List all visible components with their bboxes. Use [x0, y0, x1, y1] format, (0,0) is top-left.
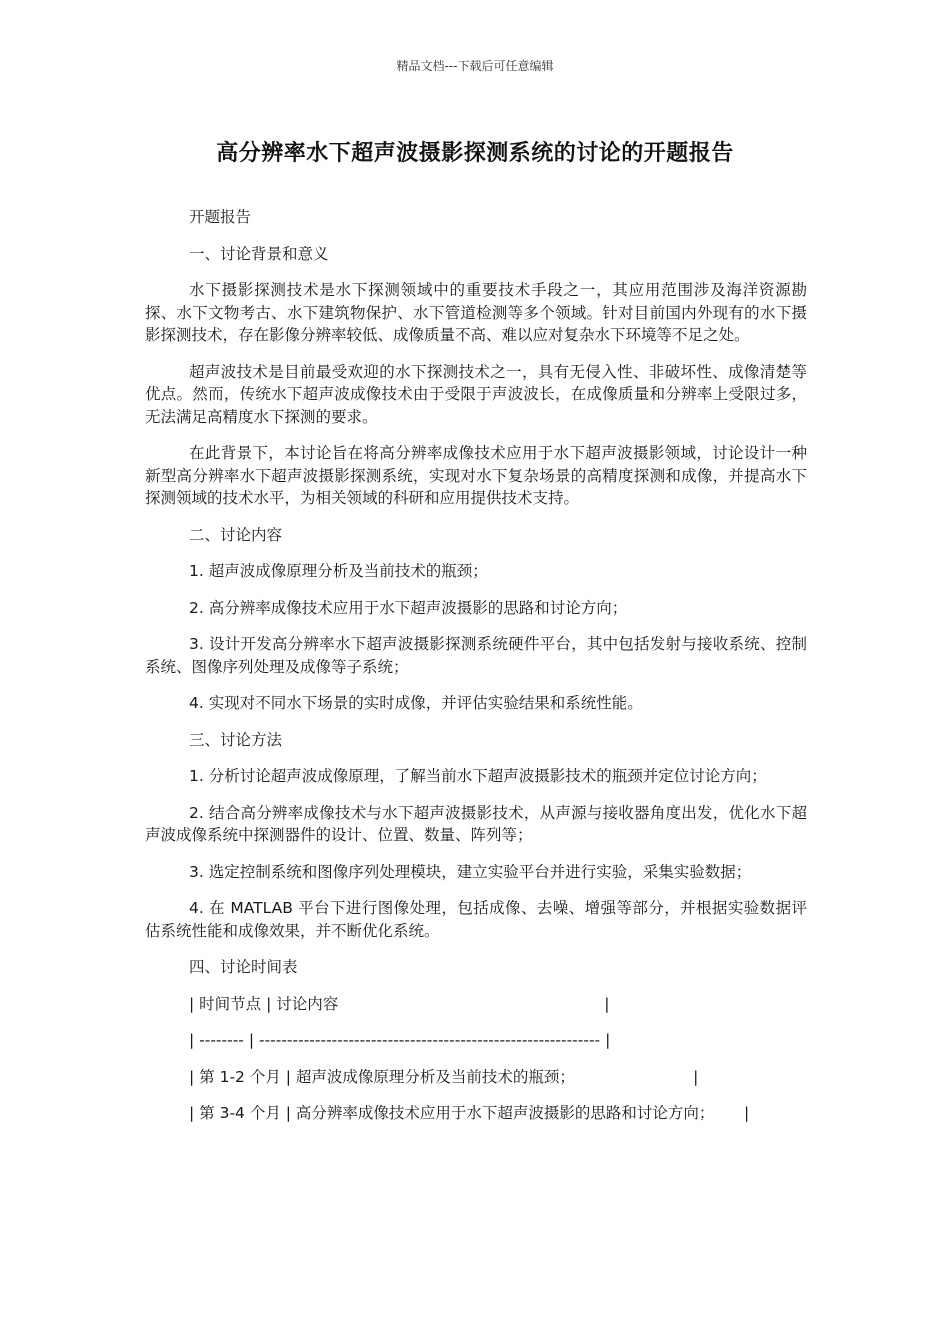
- section-3-item: 2. 结合高分辨率成像技术与水下超声波摄影技术，从声源与接收器角度出发，优化水下超声波成像系统中探测器件的设计、位置、数量、阵列等；: [145, 803, 807, 844]
- document-title: 高分辨率水下超声波摄影探测系统的讨论的开题报告: [216, 141, 734, 166]
- section-2-item: 4. 实现对不同水下场景的实时成像，并评估实验结果和系统性能。: [189, 694, 643, 712]
- section-1-heading: 一、讨论背景和意义: [189, 244, 329, 263]
- intro-label: 开题报告: [189, 208, 252, 226]
- page-header: 精品文档---下载后可任意编辑: [396, 59, 554, 73]
- section-3-item: 4. 在 MATLAB 平台下进行图像处理，包括成像、去噪、增强等部分，并根据实验数据评估系统性能和成像效果，并不断优化系统。: [145, 899, 807, 940]
- section-2-item: 1. 超声波成像原理分析及当前技术的瓶颈；: [189, 562, 488, 580]
- section-2-heading: 二、讨论内容: [189, 525, 283, 544]
- timetable-row: | -------- | ------------------------------------------------------------- |: [189, 1031, 611, 1049]
- section-2-item: 3. 设计开发高分辨率水下超声波摄影探测系统硬件平台，其中包括发射与接收系统、控制系统、图像序列处理及成像等子系统；: [145, 635, 807, 676]
- section-3-heading: 三、讨论方法: [189, 730, 283, 749]
- section-1-paragraph-1: 水下摄影探测技术是水下探测领域中的重要技术手段之一，其应用范围涉及海洋资源勘探、水下文物考古、水下建筑物保护、水下管道检测等多个领域。针对目前国内外现有的水下摄影探测技术，存在影像分辨率较低、成像质量不高、难以应对复杂水下环境等不足之处。: [145, 281, 807, 344]
- timetable-row: | 第 1-2 个月 | 超声波成像原理分析及当前技术的瓶颈； |: [189, 1067, 699, 1086]
- section-4-heading: 四、讨论时间表: [189, 958, 298, 976]
- section-3-item: 3. 选定控制系统和图像序列处理模块，建立实验平台并进行实验，采集实验数据；: [189, 862, 752, 881]
- section-2-item: 2. 高分辨率成像技术应用于水下超声波摄影的思路和讨论方向；: [189, 598, 628, 617]
- timetable-row: | 第 3-4 个月 | 高分辨率成像技术应用于水下超声波摄影的思路和讨论方向； |: [189, 1104, 750, 1122]
- section-1-paragraph-2: 超声波技术是目前最受欢迎的水下探测技术之一，具有无侵入性、非破坏性、成像清楚等优点。然而，传统水下超声波成像技术由于受限于声波波长，在成像质量和分辨率上受限过多，无法满足高精度水下探测的要求。: [145, 362, 807, 426]
- document-body: [145, 206, 807, 1139]
- section-1-paragraph-3: 在此背景下，本讨论旨在将高分辨率成像技术应用于水下超声波摄影领域，讨论设计一种新型高分辨率水下超声波摄影探测系统，实现对水下复杂场景的高精度探测和成像，并提高水下探测领域的技术水平，为相关领域的科研和应用提供技术支持。: [145, 444, 807, 507]
- section-3-item: 1. 分析讨论超声波成像原理，了解当前水下超声波摄影技术的瓶颈并定位讨论方向；: [189, 767, 767, 785]
- timetable-row: | 时间节点 | 讨论内容 |: [189, 994, 610, 1013]
